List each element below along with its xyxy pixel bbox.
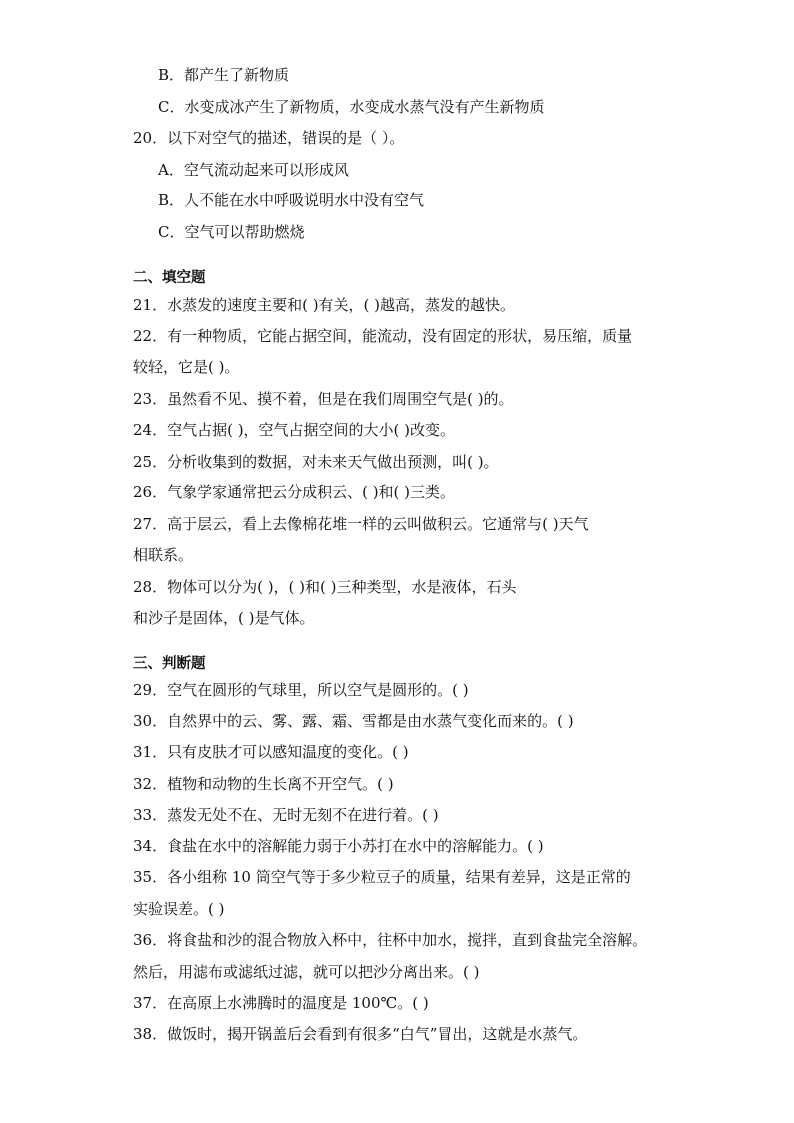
question-26: 26．气象学家通常把云分成积云、( )和( )三类。 xyxy=(133,483,456,501)
question-37: 37．在高原上水沸腾时的温度是 100℃。( ) xyxy=(133,994,429,1012)
question-22-line-2: 较轻，它是( )。 xyxy=(133,358,240,376)
question-36-line-2: 然后，用滤布或滤纸过滤，就可以把沙分离出来。( ) xyxy=(133,963,480,981)
question-34: 34．食盐在水中的溶解能力弱于小苏打在水中的溶解能力。( ) xyxy=(133,837,544,855)
question-35-line-1: 35．各小组称 10 筒空气等于多少粒豆子的质量，结果有差异，这是正常的 xyxy=(133,868,631,886)
question-24: 24．空气占据( )，空气占据空间的大小( )改变。 xyxy=(133,421,456,439)
q20-option-a: A．空气流动起来可以形成风 xyxy=(158,161,349,179)
question-22-line-1: 22．有一种物质，它能占据空间，能流动，没有固定的形状，易压缩，质量 xyxy=(133,327,633,345)
section-heading-fill-in: 二、填空题 xyxy=(133,270,206,286)
question-27-line-2: 相联系。 xyxy=(133,546,194,564)
q20-option-b: B．人不能在水中呼吸说明水中没有空气 xyxy=(158,191,425,209)
question-28-line-2: 和沙子是固体，( )是气体。 xyxy=(133,609,315,627)
question-31: 31．只有皮肤才可以感知温度的变化。( ) xyxy=(133,743,409,761)
question-21: 21．水蒸发的速度主要和( )有关，( )越高，蒸发的越快。 xyxy=(133,296,516,314)
question-38: 38．做饭时，揭开锅盖后会看到有很多“白气”冒出，这就是水蒸气。 xyxy=(133,1025,588,1043)
question-28-line-1: 28．物体可以分为( )，( )和( )三种类型，水是液体，石头 xyxy=(133,578,517,596)
question-30: 30．自然界中的云、雾、露、霜、雪都是由水蒸气变化而来的。( ) xyxy=(133,712,574,730)
question-36-line-1: 36．将食盐和沙的混合物放入杯中，往杯中加水，搅拌，直到食盐完全溶解。 xyxy=(133,931,648,949)
question-20: 20．以下对空气的描述，错误的是（ ）。 xyxy=(133,129,405,147)
question-32: 32．植物和动物的生长离不开空气。( ) xyxy=(133,775,394,793)
section-heading-true-false: 三、判断题 xyxy=(133,656,206,672)
question-23: 23．虽然看不见、摸不着，但是在我们周围空气是( )的。 xyxy=(133,390,514,408)
question-25: 25．分析收集到的数据，对未来天气做出预测，叫( )。 xyxy=(133,453,499,471)
q20-option-c: C．空气可以帮助燃烧 xyxy=(158,223,305,241)
question-27-line-1: 27．高于层云，看上去像棉花堆一样的云叫做积云。它通常与( )天气 xyxy=(133,515,589,533)
q19-option-c: C．水变成冰产生了新物质，水变成水蒸气没有产生新物质 xyxy=(158,98,545,116)
question-33: 33．蒸发无处不在、无时无刻不在进行着。( ) xyxy=(133,806,439,824)
question-35-line-2: 实验误差。( ) xyxy=(133,900,225,918)
q19-option-b: B．都产生了新物质 xyxy=(158,66,290,84)
question-29: 29．空气在圆形的气球里，所以空气是圆形的。( ) xyxy=(133,681,469,699)
